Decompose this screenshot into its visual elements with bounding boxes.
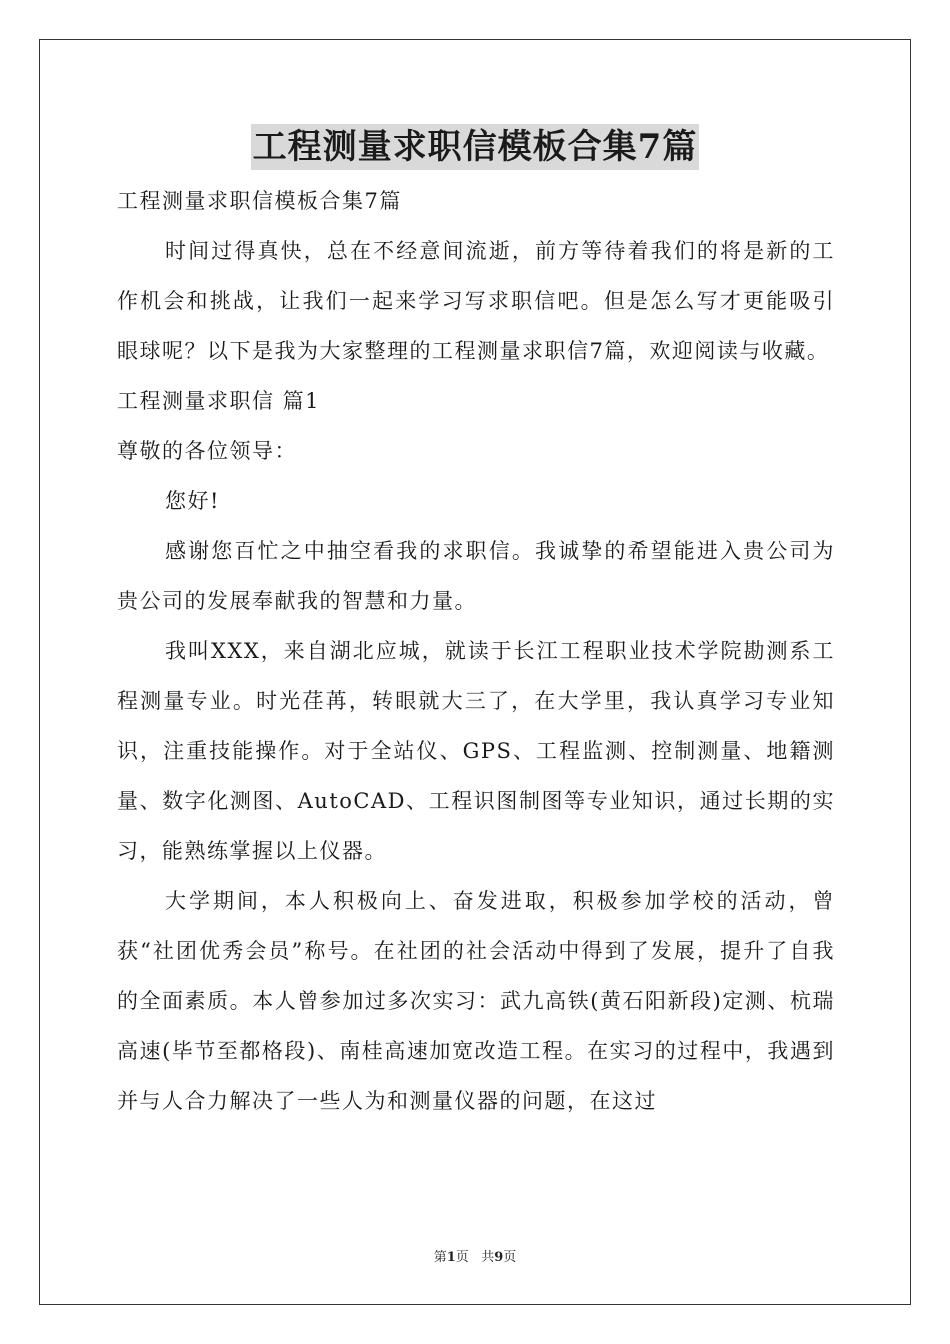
paragraph: 时间过得真快，总在不经意间流逝，前方等待着我们的将是新的工作机会和挑战，让我们一起来学习写求职信吧。但是怎么写才更能吸引眼球呢？以下是我为大家整理的工程测量求职信7篇，欢迎阅读与收藏。 [117, 239, 835, 363]
paragraph: 工程测量求职信模板合集7篇 [117, 189, 402, 213]
salutation: 尊敬的各位领导： [117, 439, 297, 463]
section-heading: 工程测量求职信 篇1 [117, 389, 321, 413]
footer-total-prefix: 共 [481, 1250, 495, 1265]
footer-prefix: 第 [433, 1250, 447, 1265]
footer-total-suffix: 页 [503, 1250, 517, 1265]
greeting: 您好! [165, 489, 220, 513]
current-page-number: 1 [446, 1250, 456, 1265]
paragraph: 我叫XXX，来自湖北应城，就读于长江工程职业技术学院勘测系工程测量专业。时光荏苒，转眼就大三了，在大学里，我认真学习专业知识，注重技能操作。对于全站仪、GPS、工程监测、控制测量、地籍测量、数字化测图、AutoCAD、工程识图制图等专业知识，通过长期的实习，能熟练掌握以上仪器。 [117, 639, 835, 863]
footer-page-suffix: 页 [455, 1250, 469, 1265]
total-page-count: 9 [494, 1250, 504, 1265]
paragraph: 大学期间，本人积极向上、奋发进取，积极参加学校的活动，曾获“社团优秀会员”称号。在社团的社会活动中得到了发展，提升了自我的全面素质。本人曾参加过多次实习：武九高铁(黄石阳新段)定测、杭瑞高速(毕节至都格段)、南桂高速加宽改造工程。在实习的过程中，我遇到并与人合力解决了一些人为和测量仪器的问题，在这过 [117, 889, 835, 1113]
paragraph: 感谢您百忙之中抽空看我的求职信。我诚挚的希望能进入贵公司为贵公司的发展奉献我的智慧和力量。 [117, 539, 835, 613]
page-footer [0, 1246, 950, 1265]
title-container [0, 124, 950, 170]
document-title: 工程测量求职信模板合集7篇 [251, 124, 700, 170]
document-body [117, 176, 835, 1126]
